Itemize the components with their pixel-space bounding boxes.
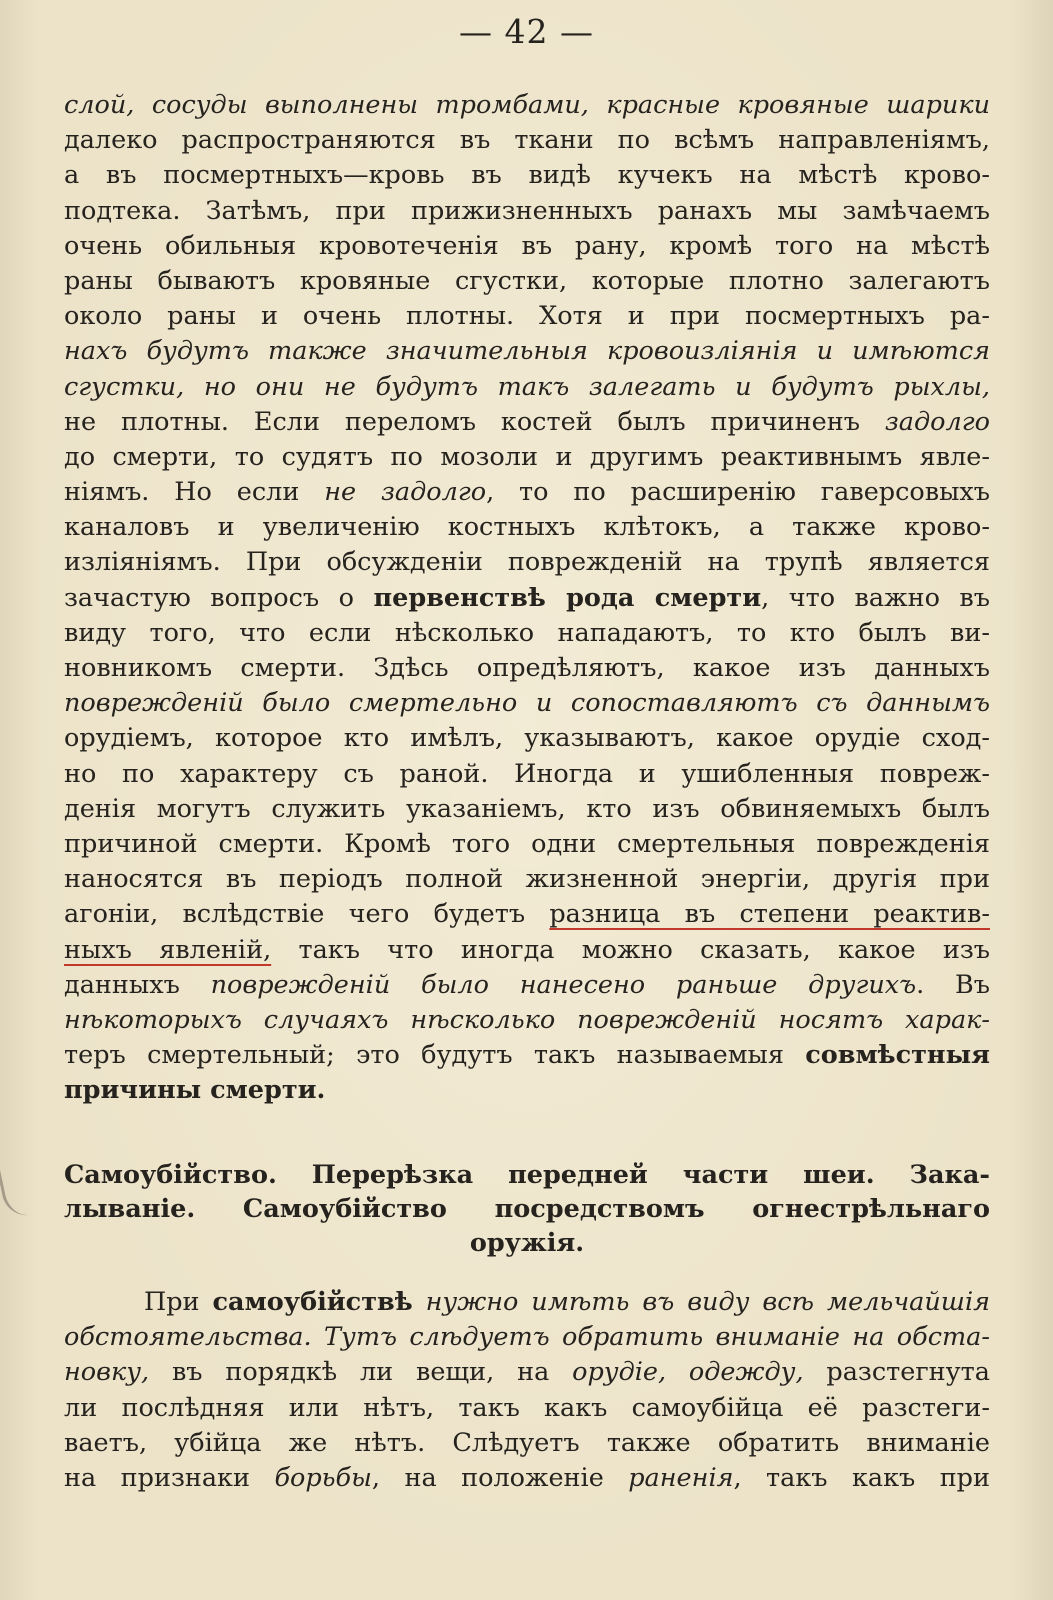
- text-line: [64, 158, 990, 193]
- text-line: [64, 123, 990, 158]
- body-paragraph: [64, 88, 990, 1108]
- text-run: разница въ степени реактив-: [549, 899, 990, 930]
- text-line: [64, 370, 990, 405]
- text-line: [64, 1226, 990, 1260]
- text-run: зачастую вопросъ о: [64, 582, 374, 613]
- text-run: лываніе. Самоубійство посредствомъ огнестрѣльнаго: [64, 1194, 990, 1224]
- text-run: раны бываютъ кровяные сгустки, которые плотно залегаютъ: [64, 265, 990, 296]
- text-line: [64, 651, 990, 686]
- text-run: поврежденій было нанесено раньше другихъ: [210, 969, 917, 1000]
- text-run: оружія.: [469, 1228, 585, 1258]
- text-line: [64, 299, 990, 334]
- text-run: до смерти, то судятъ по мозоли и другимъ реактивнымъ явле-: [64, 441, 990, 472]
- text-line: [64, 1285, 990, 1320]
- text-line: [64, 1038, 990, 1073]
- text-line: [64, 581, 990, 616]
- text-run: ныхъ явленій,: [64, 934, 272, 965]
- text-run: новникомъ смерти. Здѣсь опредѣляютъ, какое изъ данныхъ: [64, 653, 990, 683]
- text-run: При: [144, 1287, 213, 1317]
- text-line: [64, 933, 990, 968]
- text-line: [64, 1003, 990, 1038]
- text-line: [64, 1073, 990, 1108]
- text-line: [64, 686, 990, 721]
- text-run: , такъ какъ при: [733, 1462, 991, 1493]
- text-run: Самоубійство. Перерѣзка передней части шеи. Зака-: [64, 1160, 990, 1190]
- text-line: [64, 757, 990, 792]
- text-run: виду того, что если нѣсколько нападаютъ, то кто былъ ви-: [64, 617, 990, 648]
- text-run: денія могутъ служить указаніемъ, кто изъ обвиняемыхъ былъ: [64, 793, 990, 824]
- text-run: не задолго: [324, 477, 487, 508]
- text-line: [64, 792, 990, 827]
- text-run: около раны и очень плотны. Хотя и при посмертныхъ ра-: [64, 301, 990, 332]
- text-run: данныхъ: [64, 969, 211, 1000]
- text-run: , то по расширенію гаверсовыхъ: [486, 477, 991, 508]
- text-run: поврежденій было смертельно и сопоставляютъ съ даннымъ: [64, 688, 990, 719]
- text-run: далеко распространяются въ ткани по всѣмъ направленіямъ,: [64, 125, 990, 156]
- text-run: самоубійствѣ: [212, 1287, 413, 1317]
- text-line: [64, 1158, 990, 1192]
- text-run: причиной смерти. Кромѣ того одни смертельныя поврежденія: [64, 828, 990, 859]
- text-run: ніямъ. Но если: [64, 477, 325, 508]
- text-run: наносятся въ періодъ полной жизненной энергіи, другія при: [64, 864, 990, 895]
- text-run: каналовъ и увеличенію костныхъ клѣтокъ, а также крово-: [64, 512, 990, 543]
- section-paragraph: [64, 1285, 990, 1496]
- text-run: орудіемъ, которое кто имѣлъ, указываютъ, какое орудіе сход-: [64, 723, 990, 754]
- text-line: [64, 721, 990, 756]
- text-line: [64, 827, 990, 862]
- page-number: — 42 —: [459, 12, 594, 51]
- text-run: , что важно въ: [761, 582, 990, 613]
- text-run: слой, сосуды выполнены тромбами, красные кровяные шарики: [64, 90, 990, 120]
- text-line: [64, 88, 990, 123]
- text-run: орудіе, одежду,: [572, 1357, 804, 1388]
- text-run: но по характеру съ раной. Иногда и ушибленныя повреж-: [64, 758, 990, 789]
- text-run: разстегнута: [803, 1357, 990, 1388]
- text-line: [64, 510, 990, 545]
- section-heading: [64, 1158, 990, 1260]
- text-run: новку,: [64, 1357, 150, 1388]
- text-line: [64, 264, 990, 299]
- text-run: сгустки, но они не будутъ такъ залегать и будутъ рыхлы,: [64, 371, 990, 402]
- text-line: [64, 1426, 990, 1461]
- text-line: [64, 405, 990, 440]
- text-run: нѣкоторыхъ случаяхъ нѣсколько поврежденій носятъ харак-: [64, 1004, 990, 1035]
- text-run: ли послѣдняя или нѣтъ, такъ какъ самоубійца её разстеги-: [64, 1392, 990, 1423]
- text-run: не плотны. Если переломъ костей былъ причиненъ: [64, 406, 885, 437]
- text-run: агоніи, вслѣдствіе чего будетъ: [64, 899, 550, 930]
- text-run: обста-: [896, 1322, 990, 1353]
- text-run: причины смерти.: [64, 1075, 326, 1106]
- text-run: борьбы: [274, 1462, 372, 1493]
- text-run: на признаки: [64, 1462, 275, 1493]
- text-run: нужно имѣть въ виду всѣ мельчайшія: [412, 1287, 990, 1317]
- text-line: [64, 968, 990, 1003]
- text-run: такъ что иногда можно сказать, какое изъ: [271, 934, 990, 965]
- text-run: изліяніямъ. При обсужденіи поврежденій на трупѣ является: [64, 547, 990, 578]
- text-run: совмѣстныя: [805, 1040, 990, 1071]
- text-run: . Въ: [916, 969, 990, 1000]
- text-line: [64, 475, 990, 510]
- text-run: первенствѣ рода смерти: [373, 582, 762, 613]
- margin-pencil-mark: [0, 1146, 32, 1220]
- text-run: въ порядкѣ ли вещи, на: [149, 1357, 573, 1388]
- text-line: [64, 194, 990, 229]
- text-line: [64, 229, 990, 264]
- text-line: [64, 1320, 990, 1355]
- text-line: [64, 616, 990, 651]
- text-run: подтека. Затѣмъ, при прижизненныхъ ранахъ мы замѣчаемъ: [64, 195, 990, 226]
- text-line: [64, 440, 990, 475]
- text-run: теръ смертельный; это будутъ такъ называемыя: [64, 1040, 806, 1071]
- text-run: ваетъ, убійца же нѣтъ. Слѣдуетъ также обратить вниманіе: [64, 1427, 990, 1458]
- text-line: [64, 334, 990, 369]
- text-run: раненія: [628, 1462, 734, 1493]
- text-line: [64, 862, 990, 897]
- text-line: [64, 1391, 990, 1426]
- text-line: [64, 1461, 990, 1496]
- text-run: очень обильныя кровотеченія въ рану, кромѣ того на мѣстѣ: [64, 230, 990, 261]
- text-run: нахъ будутъ также значительныя кровоизліянія и имѣются: [64, 336, 990, 367]
- text-run: а въ посмертныхъ—кровь въ видѣ кучекъ на мѣстѣ крово-: [64, 160, 990, 191]
- text-run: задолго: [884, 406, 990, 437]
- text-line: [64, 897, 990, 932]
- text-run: обстоятельства. Тутъ слѣдуетъ обратить вниманіе на: [64, 1322, 897, 1353]
- text-line: [64, 545, 990, 580]
- text-line: [64, 1192, 990, 1226]
- text-line: [64, 1355, 990, 1390]
- text-run: , на положеніе: [371, 1462, 629, 1493]
